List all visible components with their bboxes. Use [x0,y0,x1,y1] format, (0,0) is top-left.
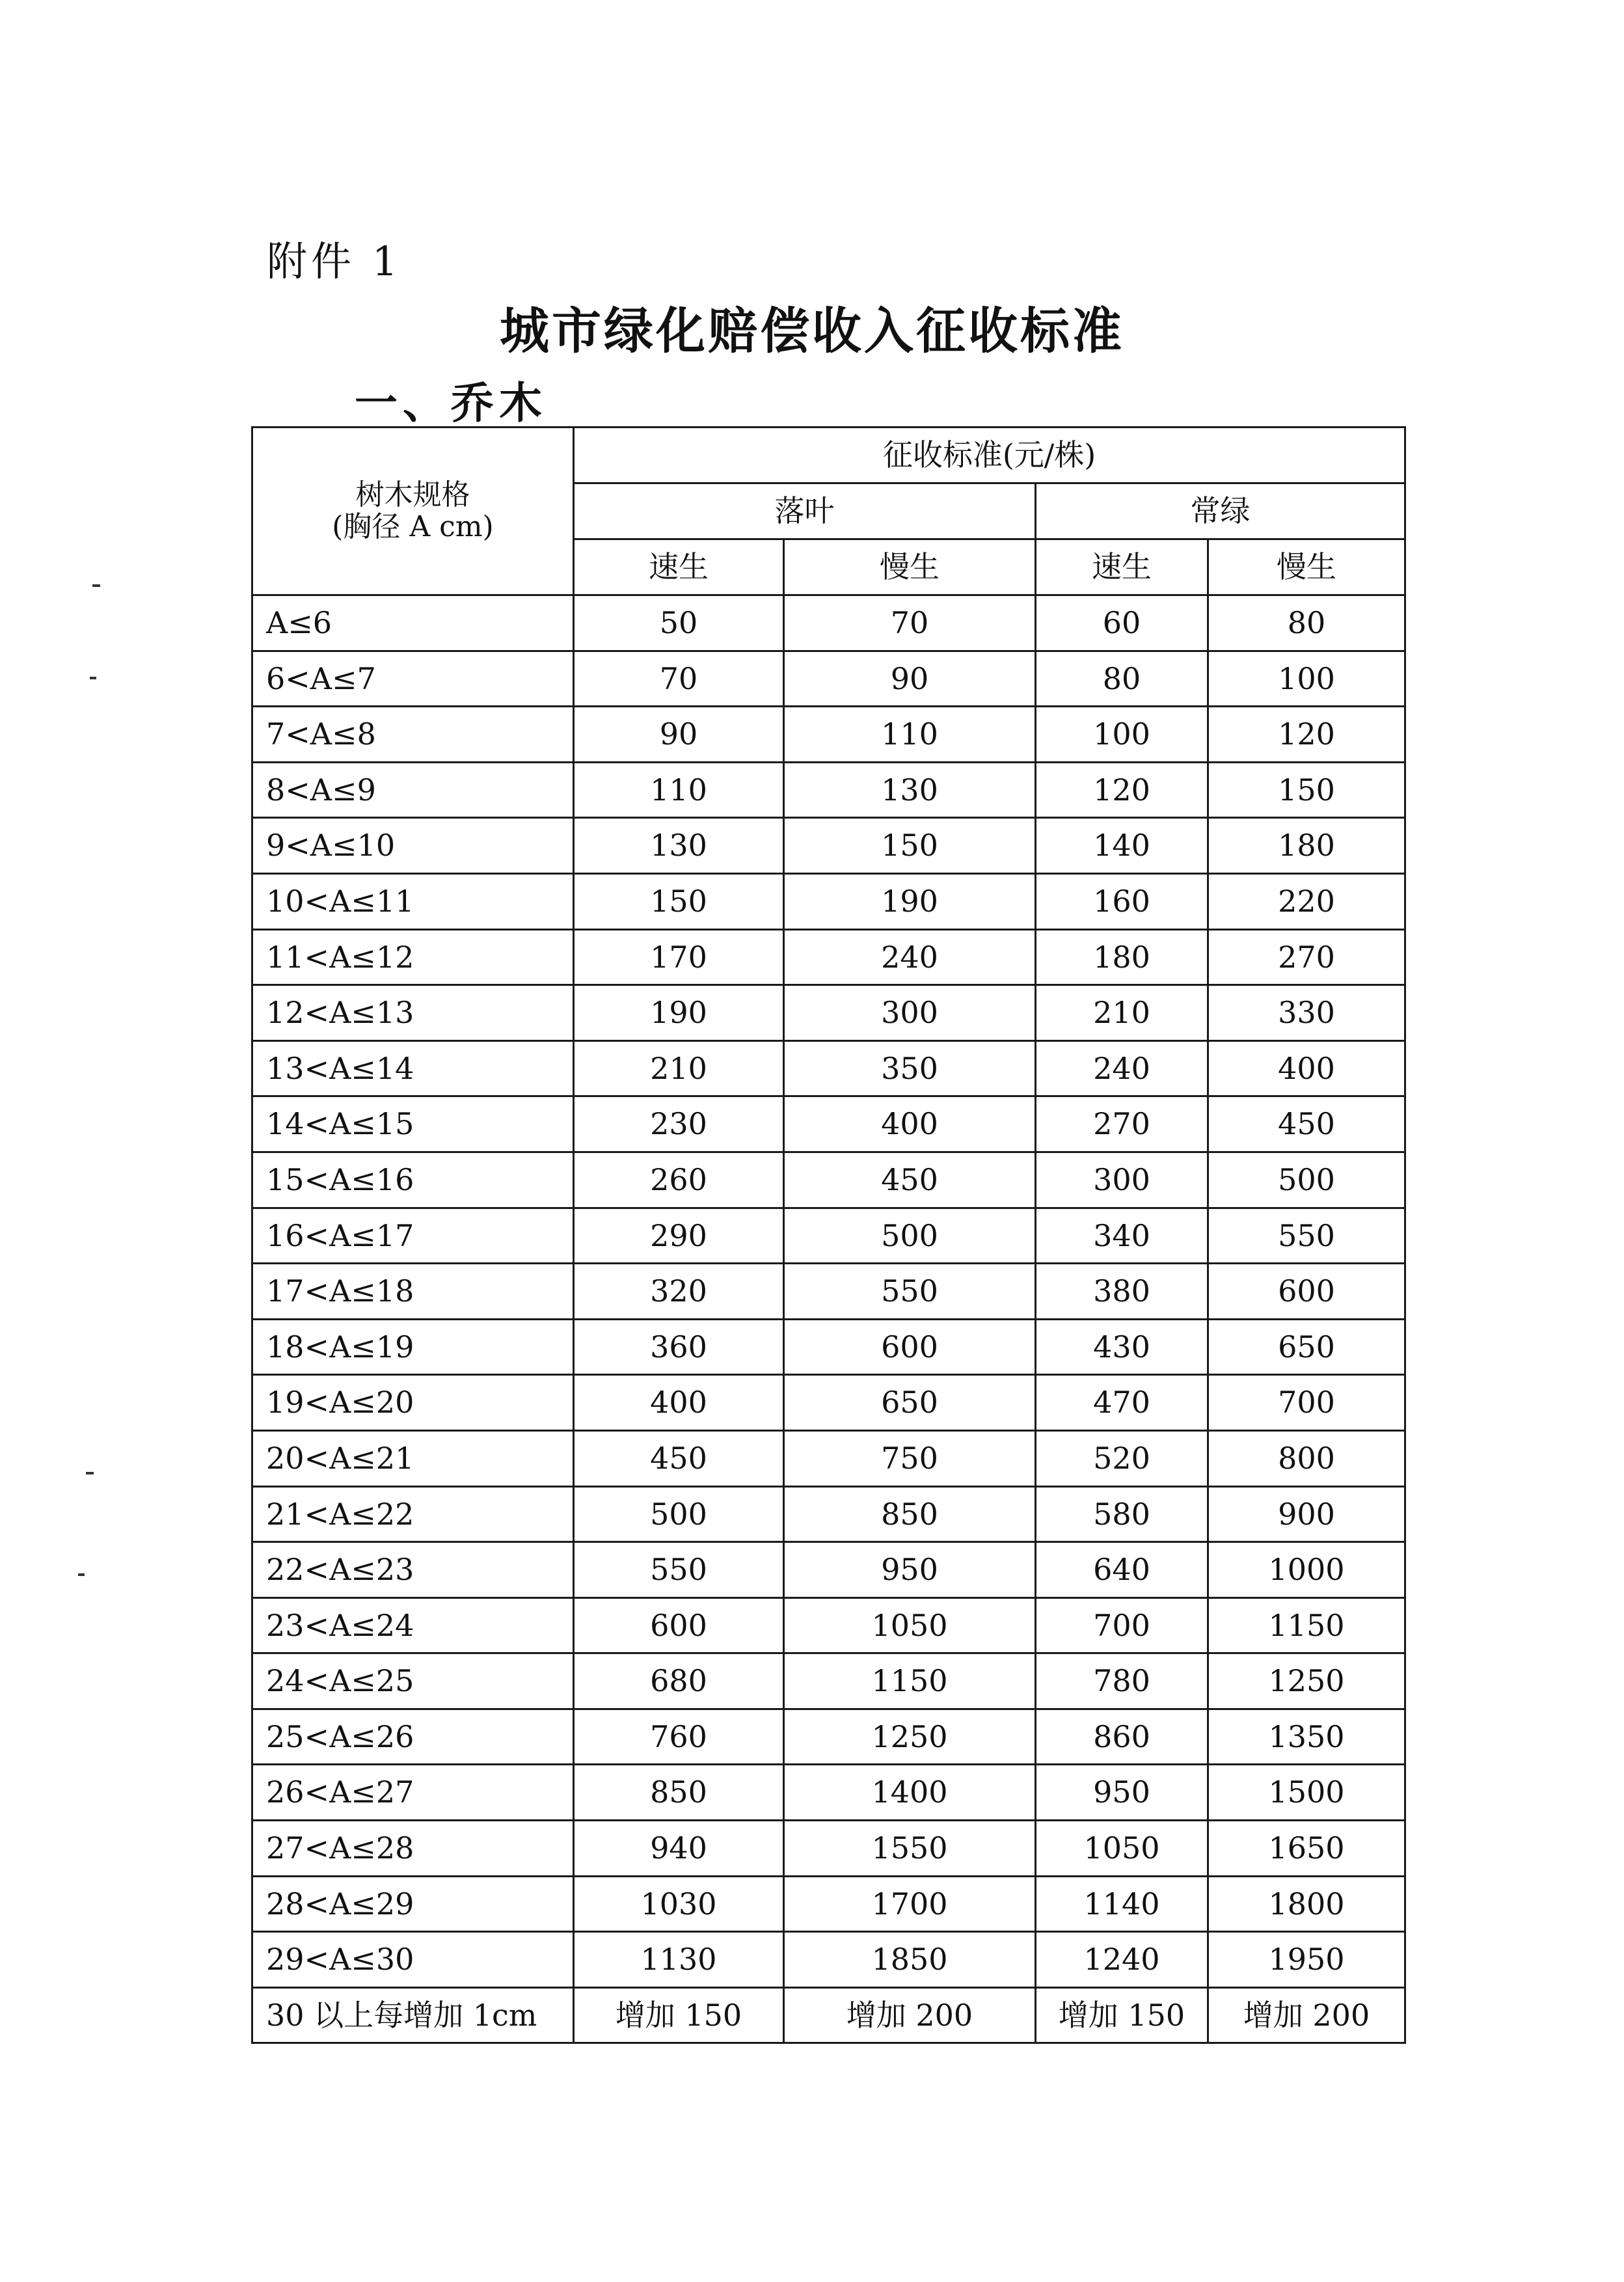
tree-spec-cell: 22<A≤23 [252,1542,574,1598]
tree-spec-cell: 12<A≤13 [252,985,574,1041]
table-row [252,929,1405,985]
table-row [252,873,1405,929]
deciduous-fast-cell: 450 [574,1430,784,1486]
deciduous-slow-cell: 1550 [784,1821,1036,1877]
table-row [252,1040,1405,1096]
tree-spec-cell: 17<A≤18 [252,1264,574,1320]
tree-spec-cell: 13<A≤14 [252,1040,574,1096]
deciduous-slow-header: 慢生 [784,539,1036,595]
deciduous-fast-cell: 1030 [574,1876,784,1932]
table-row [252,1096,1405,1152]
tree-spec-cell: 21<A≤22 [252,1486,574,1542]
evergreen-slow-cell: 1350 [1208,1709,1405,1765]
deciduous-group-header: 落叶 [574,483,1036,539]
deciduous-slow-cell: 110 [784,707,1036,763]
evergreen-fast-cell: 240 [1036,1040,1208,1096]
deciduous-slow-cell: 增加 200 [784,1987,1036,2043]
deciduous-fast-cell: 170 [574,929,784,985]
tree-spec-cell: 9<A≤10 [252,818,574,874]
deciduous-slow-cell: 650 [784,1375,1036,1431]
table-row [252,985,1405,1041]
deciduous-fast-cell: 550 [574,1542,784,1598]
deciduous-slow-cell: 400 [784,1096,1036,1152]
standard-header: 征收标准(元/株) [574,428,1405,483]
evergreen-slow-cell: 180 [1208,818,1405,874]
evergreen-slow-cell: 700 [1208,1375,1405,1431]
table-row [252,818,1405,874]
tree-spec-header-line2: (胸径 A cm) [332,509,494,543]
deciduous-slow-cell: 130 [784,762,1036,818]
tree-spec-header [252,428,574,595]
table-row [252,1821,1405,1877]
evergreen-fast-cell: 80 [1036,651,1208,707]
table-row [252,1264,1405,1320]
tree-spec-cell: 19<A≤20 [252,1375,574,1431]
tree-spec-cell: 16<A≤17 [252,1208,574,1264]
evergreen-slow-cell: 650 [1208,1319,1405,1375]
tree-spec-cell: 6<A≤7 [252,651,574,707]
deciduous-fast-cell: 1130 [574,1932,784,1988]
section-heading: 一、乔木 [355,377,547,428]
deciduous-slow-cell: 950 [784,1542,1036,1598]
deciduous-fast-cell: 320 [574,1264,784,1320]
evergreen-fast-cell: 100 [1036,707,1208,763]
evergreen-fast-cell: 210 [1036,985,1208,1041]
evergreen-slow-cell: 800 [1208,1430,1405,1486]
deciduous-slow-cell: 150 [784,818,1036,874]
deciduous-fast-cell: 130 [574,818,784,874]
table-row [252,1152,1405,1208]
document-title: 城市绿化赔偿收入征收标准 [500,302,1124,360]
scan-mark [90,677,96,679]
tree-spec-cell: 10<A≤11 [252,873,574,929]
deciduous-fast-cell: 600 [574,1597,784,1653]
tree-spec-cell: 23<A≤24 [252,1597,574,1653]
evergreen-slow-cell: 150 [1208,762,1405,818]
deciduous-fast-cell: 500 [574,1486,784,1542]
evergreen-slow-cell: 500 [1208,1152,1405,1208]
deciduous-fast-cell: 400 [574,1375,784,1431]
evergreen-fast-cell: 340 [1036,1208,1208,1264]
evergreen-fast-header: 速生 [1036,539,1208,595]
deciduous-slow-cell: 1700 [784,1876,1036,1932]
deciduous-slow-cell: 1250 [784,1709,1036,1765]
table-row [252,1430,1405,1486]
deciduous-slow-cell: 240 [784,929,1036,985]
evergreen-slow-cell: 900 [1208,1486,1405,1542]
evergreen-fast-cell: 580 [1036,1486,1208,1542]
tree-spec-cell: 7<A≤8 [252,707,574,763]
deciduous-fast-cell: 360 [574,1319,784,1375]
evergreen-fast-cell: 470 [1036,1375,1208,1431]
table-row [252,1987,1405,2043]
deciduous-slow-cell: 1400 [784,1765,1036,1821]
evergreen-fast-cell: 430 [1036,1319,1208,1375]
tree-spec-cell: 8<A≤9 [252,762,574,818]
table-row [252,762,1405,818]
deciduous-fast-cell: 940 [574,1821,784,1877]
deciduous-fast-cell: 70 [574,651,784,707]
deciduous-slow-cell: 1050 [784,1597,1036,1653]
deciduous-slow-cell: 350 [784,1040,1036,1096]
evergreen-fast-cell: 270 [1036,1096,1208,1152]
evergreen-fast-cell: 160 [1036,873,1208,929]
deciduous-slow-cell: 90 [784,651,1036,707]
evergreen-slow-cell: 120 [1208,707,1405,763]
evergreen-slow-cell: 330 [1208,985,1405,1041]
table-row [252,1486,1405,1542]
deciduous-slow-cell: 600 [784,1319,1036,1375]
tree-spec-cell: 29<A≤30 [252,1932,574,1988]
deciduous-slow-cell: 1150 [784,1653,1036,1709]
tree-spec-cell: 14<A≤15 [252,1096,574,1152]
table-row [252,651,1405,707]
evergreen-fast-cell: 380 [1036,1264,1208,1320]
table-row [252,1876,1405,1932]
deciduous-fast-cell: 260 [574,1152,784,1208]
deciduous-slow-cell: 190 [784,873,1036,929]
table-row [252,1709,1405,1765]
evergreen-fast-cell: 700 [1036,1597,1208,1653]
evergreen-slow-cell: 1000 [1208,1542,1405,1598]
evergreen-fast-cell: 640 [1036,1542,1208,1598]
scan-mark [78,1573,85,1576]
deciduous-slow-cell: 550 [784,1264,1036,1320]
deciduous-slow-cell: 1850 [784,1932,1036,1988]
evergreen-fast-cell: 140 [1036,818,1208,874]
evergreen-fast-cell: 1140 [1036,1876,1208,1932]
deciduous-fast-cell: 680 [574,1653,784,1709]
evergreen-slow-cell: 1650 [1208,1821,1405,1877]
compensation-rate-table [251,426,1406,2044]
table-row [252,1208,1405,1264]
evergreen-fast-cell: 950 [1036,1765,1208,1821]
table-row [252,1597,1405,1653]
tree-spec-cell: 18<A≤19 [252,1319,574,1375]
evergreen-slow-cell: 1950 [1208,1932,1405,1988]
deciduous-fast-cell: 190 [574,985,784,1041]
evergreen-slow-cell: 1250 [1208,1653,1405,1709]
evergreen-slow-cell: 1500 [1208,1765,1405,1821]
evergreen-fast-cell: 180 [1036,929,1208,985]
evergreen-fast-cell: 300 [1036,1152,1208,1208]
evergreen-fast-cell: 120 [1036,762,1208,818]
evergreen-slow-cell: 220 [1208,873,1405,929]
tree-spec-cell: 24<A≤25 [252,1653,574,1709]
evergreen-group-header: 常绿 [1036,483,1405,539]
evergreen-slow-header: 慢生 [1208,539,1405,595]
table-row [252,1319,1405,1375]
attachment-label: 附件 1 [267,238,402,285]
evergreen-slow-cell: 1800 [1208,1876,1405,1932]
evergreen-slow-cell: 80 [1208,595,1405,651]
deciduous-fast-cell: 150 [574,873,784,929]
evergreen-slow-cell: 400 [1208,1040,1405,1096]
deciduous-fast-cell: 290 [574,1208,784,1264]
deciduous-slow-cell: 450 [784,1152,1036,1208]
table-row [252,1542,1405,1598]
deciduous-fast-header: 速生 [574,539,784,595]
tree-spec-cell: 15<A≤16 [252,1152,574,1208]
table-row [252,1375,1405,1431]
evergreen-slow-cell: 450 [1208,1096,1405,1152]
table-row [252,1765,1405,1821]
rate-table-body [252,595,1405,2043]
deciduous-fast-cell: 850 [574,1765,784,1821]
table-row [252,595,1405,651]
evergreen-slow-cell: 增加 200 [1208,1987,1405,2043]
scan-mark [86,1472,94,1474]
tree-spec-cell: 28<A≤29 [252,1876,574,1932]
tree-spec-cell: 11<A≤12 [252,929,574,985]
evergreen-fast-cell: 780 [1036,1653,1208,1709]
deciduous-fast-cell: 增加 150 [574,1987,784,2043]
tree-spec-header-line1: 树木规格 [355,478,470,512]
deciduous-slow-cell: 850 [784,1486,1036,1542]
deciduous-fast-cell: 50 [574,595,784,651]
table-row [252,1932,1405,1988]
deciduous-slow-cell: 750 [784,1430,1036,1486]
deciduous-fast-cell: 760 [574,1709,784,1765]
table-row [252,707,1405,763]
evergreen-slow-cell: 1150 [1208,1597,1405,1653]
evergreen-fast-cell: 1240 [1036,1932,1208,1988]
tree-spec-cell: 27<A≤28 [252,1821,574,1877]
evergreen-slow-cell: 270 [1208,929,1405,985]
evergreen-fast-cell: 60 [1036,595,1208,651]
tree-spec-cell: 30 以上每增加 1cm [252,1987,574,2043]
deciduous-slow-cell: 500 [784,1208,1036,1264]
table-row [252,1653,1405,1709]
scan-mark [92,584,100,587]
evergreen-slow-cell: 600 [1208,1264,1405,1320]
evergreen-slow-cell: 100 [1208,651,1405,707]
tree-spec-cell: 20<A≤21 [252,1430,574,1486]
deciduous-slow-cell: 70 [784,595,1036,651]
deciduous-fast-cell: 230 [574,1096,784,1152]
tree-spec-cell: 26<A≤27 [252,1765,574,1821]
evergreen-slow-cell: 550 [1208,1208,1405,1264]
deciduous-slow-cell: 300 [784,985,1036,1041]
deciduous-fast-cell: 210 [574,1040,784,1096]
evergreen-fast-cell: 增加 150 [1036,1987,1208,2043]
evergreen-fast-cell: 860 [1036,1709,1208,1765]
evergreen-fast-cell: 520 [1036,1430,1208,1486]
deciduous-fast-cell: 90 [574,707,784,763]
deciduous-fast-cell: 110 [574,762,784,818]
evergreen-fast-cell: 1050 [1036,1821,1208,1877]
tree-spec-cell: 25<A≤26 [252,1709,574,1765]
tree-spec-cell: A≤6 [252,595,574,651]
